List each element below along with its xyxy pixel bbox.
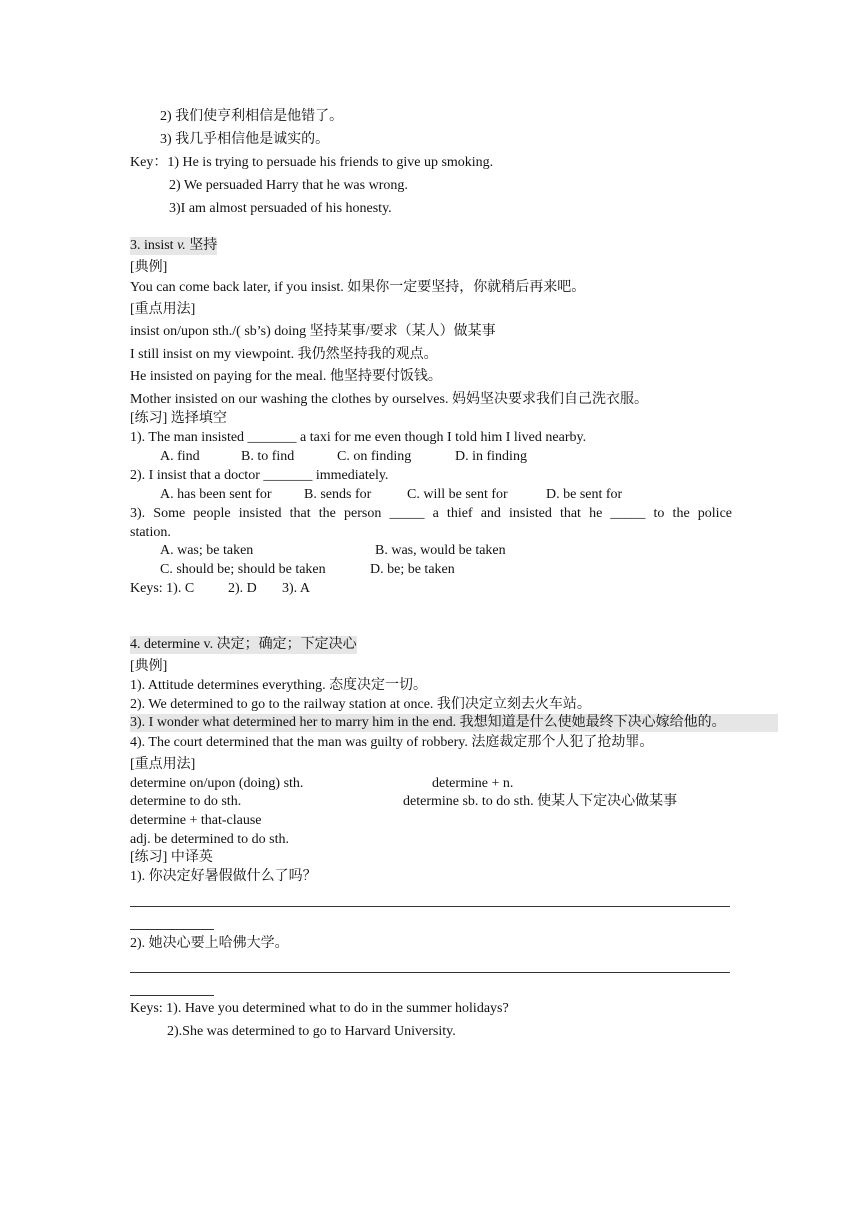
option-b: B. sends for [304, 487, 372, 502]
option-c: C. on finding [337, 449, 412, 464]
cn-sentence-3: 3) 我几乎相信他是诚实的。 [160, 132, 330, 147]
example-sentence: 2). We determined to go to the railway station at once. 我们决定立刻去火车站。 [130, 697, 591, 712]
option-a: A. was; be taken [160, 543, 254, 558]
usage-line: determine + n. [432, 776, 514, 791]
answer-line [130, 995, 214, 996]
option-d: D. be sent for [546, 487, 623, 502]
usage-line: Mother insisted on our washing the clothes by ourselves. 妈妈坚决要求我们自己洗衣服。 [130, 392, 648, 407]
option-b: B. was, would be taken [375, 543, 506, 558]
question-2: 2). I insist that a doctor _______ immediately. [130, 468, 389, 483]
example-label: [典例] [130, 659, 168, 674]
usage-line: I still insist on my viewpoint. 我仍然坚持我的观点。 [130, 347, 438, 362]
option-c: C. should be; should be taken [160, 562, 326, 577]
option-d: D. be; be taken [370, 562, 455, 577]
keys-answer-2: 2).She was determined to go to Harvard University. [167, 1024, 456, 1039]
practice-label: [练习] 中译英 [130, 850, 213, 865]
option-b: B. to find [241, 449, 295, 464]
example-sentence: 1). Attitude determines everything. 态度决定一切。 [130, 678, 428, 693]
keys-answer-1: Keys: 1). Have you determined what to do in the summer holidays? [130, 1001, 509, 1016]
usage-line: determine + that-clause [130, 813, 262, 828]
key-answer: 2). D [228, 581, 257, 596]
section-heading-determine: 4. determine v. 决定；确定；下定决心 [130, 637, 357, 652]
answer-line [130, 906, 730, 907]
usage-line: determine on/upon (doing) sth. [130, 776, 304, 791]
key-answer-1: Key：1) He is trying to persuade his friends to give up smoking. [130, 155, 494, 170]
question-1: 1). The man insisted _______ a taxi for me even though I told him I lived nearby. [130, 430, 587, 445]
practice-label: [练习] 选择填空 [130, 411, 227, 426]
usage-label: [重点用法] [130, 302, 196, 317]
keys-label: Keys: 1). C [130, 581, 195, 596]
example-sentence: 4). The court determined that the man was guilty of robbery. 法庭裁定那个人犯了抢劫罪。 [130, 735, 654, 750]
option-d: D. in finding [455, 449, 527, 464]
usage-line: insist on/upon sth./( sb’s) doing 坚持某事/要求（某人）做某事 [130, 324, 496, 339]
section-heading-insist: 3. insist v. 坚持 [130, 238, 218, 253]
answer-line [130, 972, 730, 973]
usage-line: determine to do sth. [130, 794, 242, 809]
example-sentence-highlighted: 3). I wonder what determined her to marry him in the end. 我想知道是什么使她最终下决心嫁给他的。 [130, 714, 778, 732]
cn-sentence-2: 2) 我们使亨利相信是他错了。 [160, 109, 344, 124]
key-answer-3: 3)I am almost persuaded of his honesty. [169, 201, 392, 216]
example-sentence: You can come back later, if you insist. 如果你一定要坚持，你就稍后再来吧。 [130, 280, 586, 295]
option-a: A. has been sent for [160, 487, 272, 502]
translation-question-2: 2). 她决心要上哈佛大学。 [130, 936, 289, 951]
usage-label: [重点用法] [130, 757, 196, 772]
usage-line: He insisted on paying for the meal. 他坚持要付饭钱。 [130, 369, 442, 384]
key-answer: 3). A [282, 581, 310, 596]
answer-line [130, 929, 214, 930]
question-3-continued: station. [130, 525, 171, 540]
key-answer-2: 2) We persuaded Harry that he was wrong. [169, 178, 408, 193]
example-label: [典例] [130, 260, 168, 275]
translation-question-1: 1). 你决定好暑假做什么了吗？ [130, 869, 317, 884]
option-a: A. find [160, 449, 200, 464]
question-3: 3). Some people insisted that the person _____ a thief and insisted that he _____ to the police [130, 506, 732, 521]
usage-line: determine sb. to do sth. 使某人下定决心做某事 [403, 794, 678, 809]
option-c: C. will be sent for [407, 487, 508, 502]
usage-line: adj. be determined to do sth. [130, 832, 290, 847]
